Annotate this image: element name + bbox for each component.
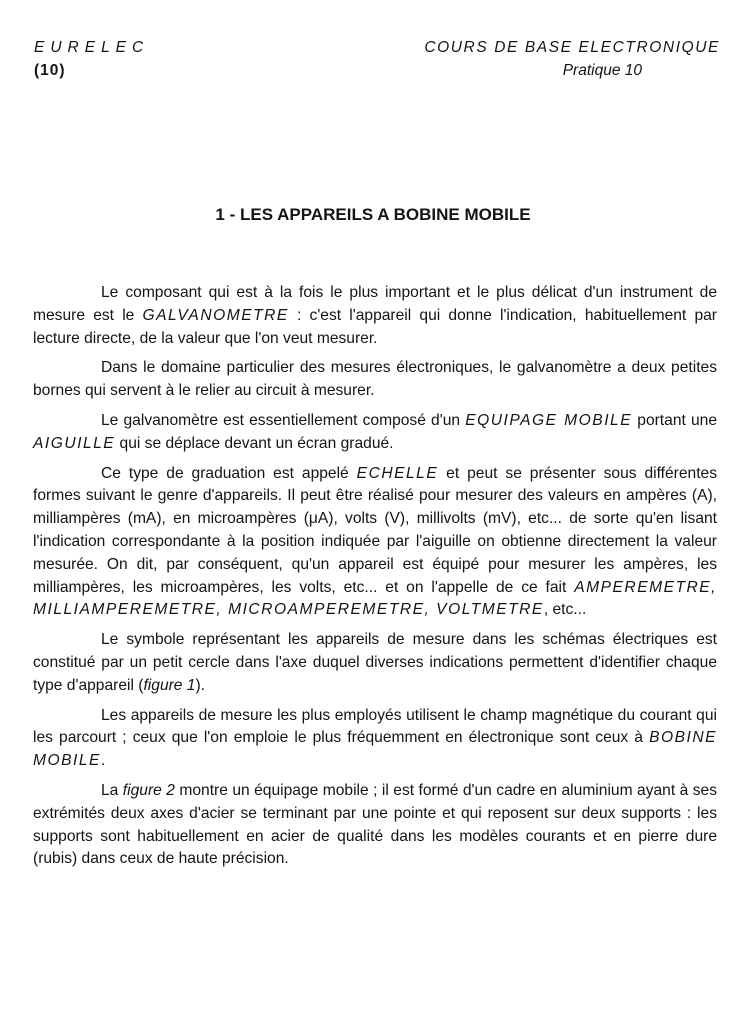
paragraph-2 [33, 357, 717, 403]
lesson-number: (10) [34, 62, 66, 79]
paragraph-4 [33, 463, 717, 623]
text-run: , etc... [543, 601, 587, 619]
text-run: Les appareils de mesure les plus employés utilisent le champ magnétique du courant qui les parcourt ; ceux que l'on emploie le plus fréquemment en électronique sont ceux à [33, 706, 717, 747]
brand-name: EURELEC [34, 39, 150, 56]
paragraph-1 [33, 282, 717, 350]
text-run: La [101, 781, 123, 799]
term-bobine-mobile: BOBINE MOBILE [33, 729, 717, 770]
page-header-right [424, 36, 720, 82]
practice-label: Pratique 10 [562, 62, 642, 79]
text-run: Le symbole représentant les appareils de mesure dans les schémas électriques est constitué par un petit cercle dans l'axe duquel diverses indications permettent d'identifier chaque type d'appareil ( [33, 631, 717, 694]
text-run: : c'est l'appareil qui donne l'indication, habituellement par lecture directe, de la valeur que l'on veut mesurer. [33, 306, 717, 347]
course-title: COURS DE BASE ELECTRONIQUE [424, 39, 720, 56]
text-run: portant une [632, 411, 717, 429]
term-aiguille: AIGUILLE [33, 434, 116, 452]
text-run: Dans le domaine particulier des mesures électroniques, le galvanomètre a deux petites bornes qui servent à le relier au circuit à mesurer. [33, 359, 717, 400]
text-run: Le galvanomètre est essentiellement composé d'un [101, 411, 466, 429]
term-galvanometre: GALVANOMETRE [142, 306, 289, 324]
term-echelle: ECHELLE [356, 464, 439, 482]
text-run: qui se déplace devant un écran gradué. [115, 434, 394, 452]
text-run: montre un équipage mobile ; il est formé d'un cadre en aluminium ayant à ses extrémités deux axes d'acier se terminant par une pointe et qui reposent sur deux supports : les supports sont habituellement en acier de qualité dans les modèles courants et en pierre dure (rubis) dans ceux de haute précision. [33, 781, 717, 868]
paragraph-7 [33, 780, 717, 871]
text-run: et peut se présenter sous différentes formes suivant le genre d'appareils. Il peut être réalisé pour mesurer des valeurs en ampères (A), milliampères (mA), en microampères (μA), volts (V), millivolts (mV), etc... de sorte qu'en lisant l'indication correspondante à la position indiquée par l'aiguille on obtienne directement la valeur mesurée. On dit, par conséquent, qu'un appareil est équipé pour mesurer les ampères, les milliampères, les microampères, les volts, etc... et on l'appelle de ce fait [33, 464, 718, 596]
text-run: Ce type de graduation est appelé [101, 464, 357, 482]
figure-reference: figure 2 [122, 781, 175, 799]
page-header-left [34, 36, 149, 82]
term-equipage-mobile: EQUIPAGE MOBILE [465, 411, 633, 429]
text-run: . [100, 752, 106, 770]
text-run: ). [195, 676, 206, 694]
paragraph-3 [33, 410, 717, 456]
term-instrument-names: AMPEREMETRE, MILLIAMPEREMETRE, MICROAMPEREMETRE, VOLTMETRE [33, 578, 717, 619]
body-text [33, 282, 717, 878]
section-title: 1 - LES APPAREILS A BOBINE MOBILE [215, 205, 531, 224]
text-run: Le composant qui est à la fois le plus important et le plus délicat d'un instrument de mesure est le [33, 284, 717, 324]
paragraph-6 [33, 705, 717, 773]
paragraph-5 [33, 629, 717, 697]
figure-reference: figure 1 [143, 676, 196, 694]
